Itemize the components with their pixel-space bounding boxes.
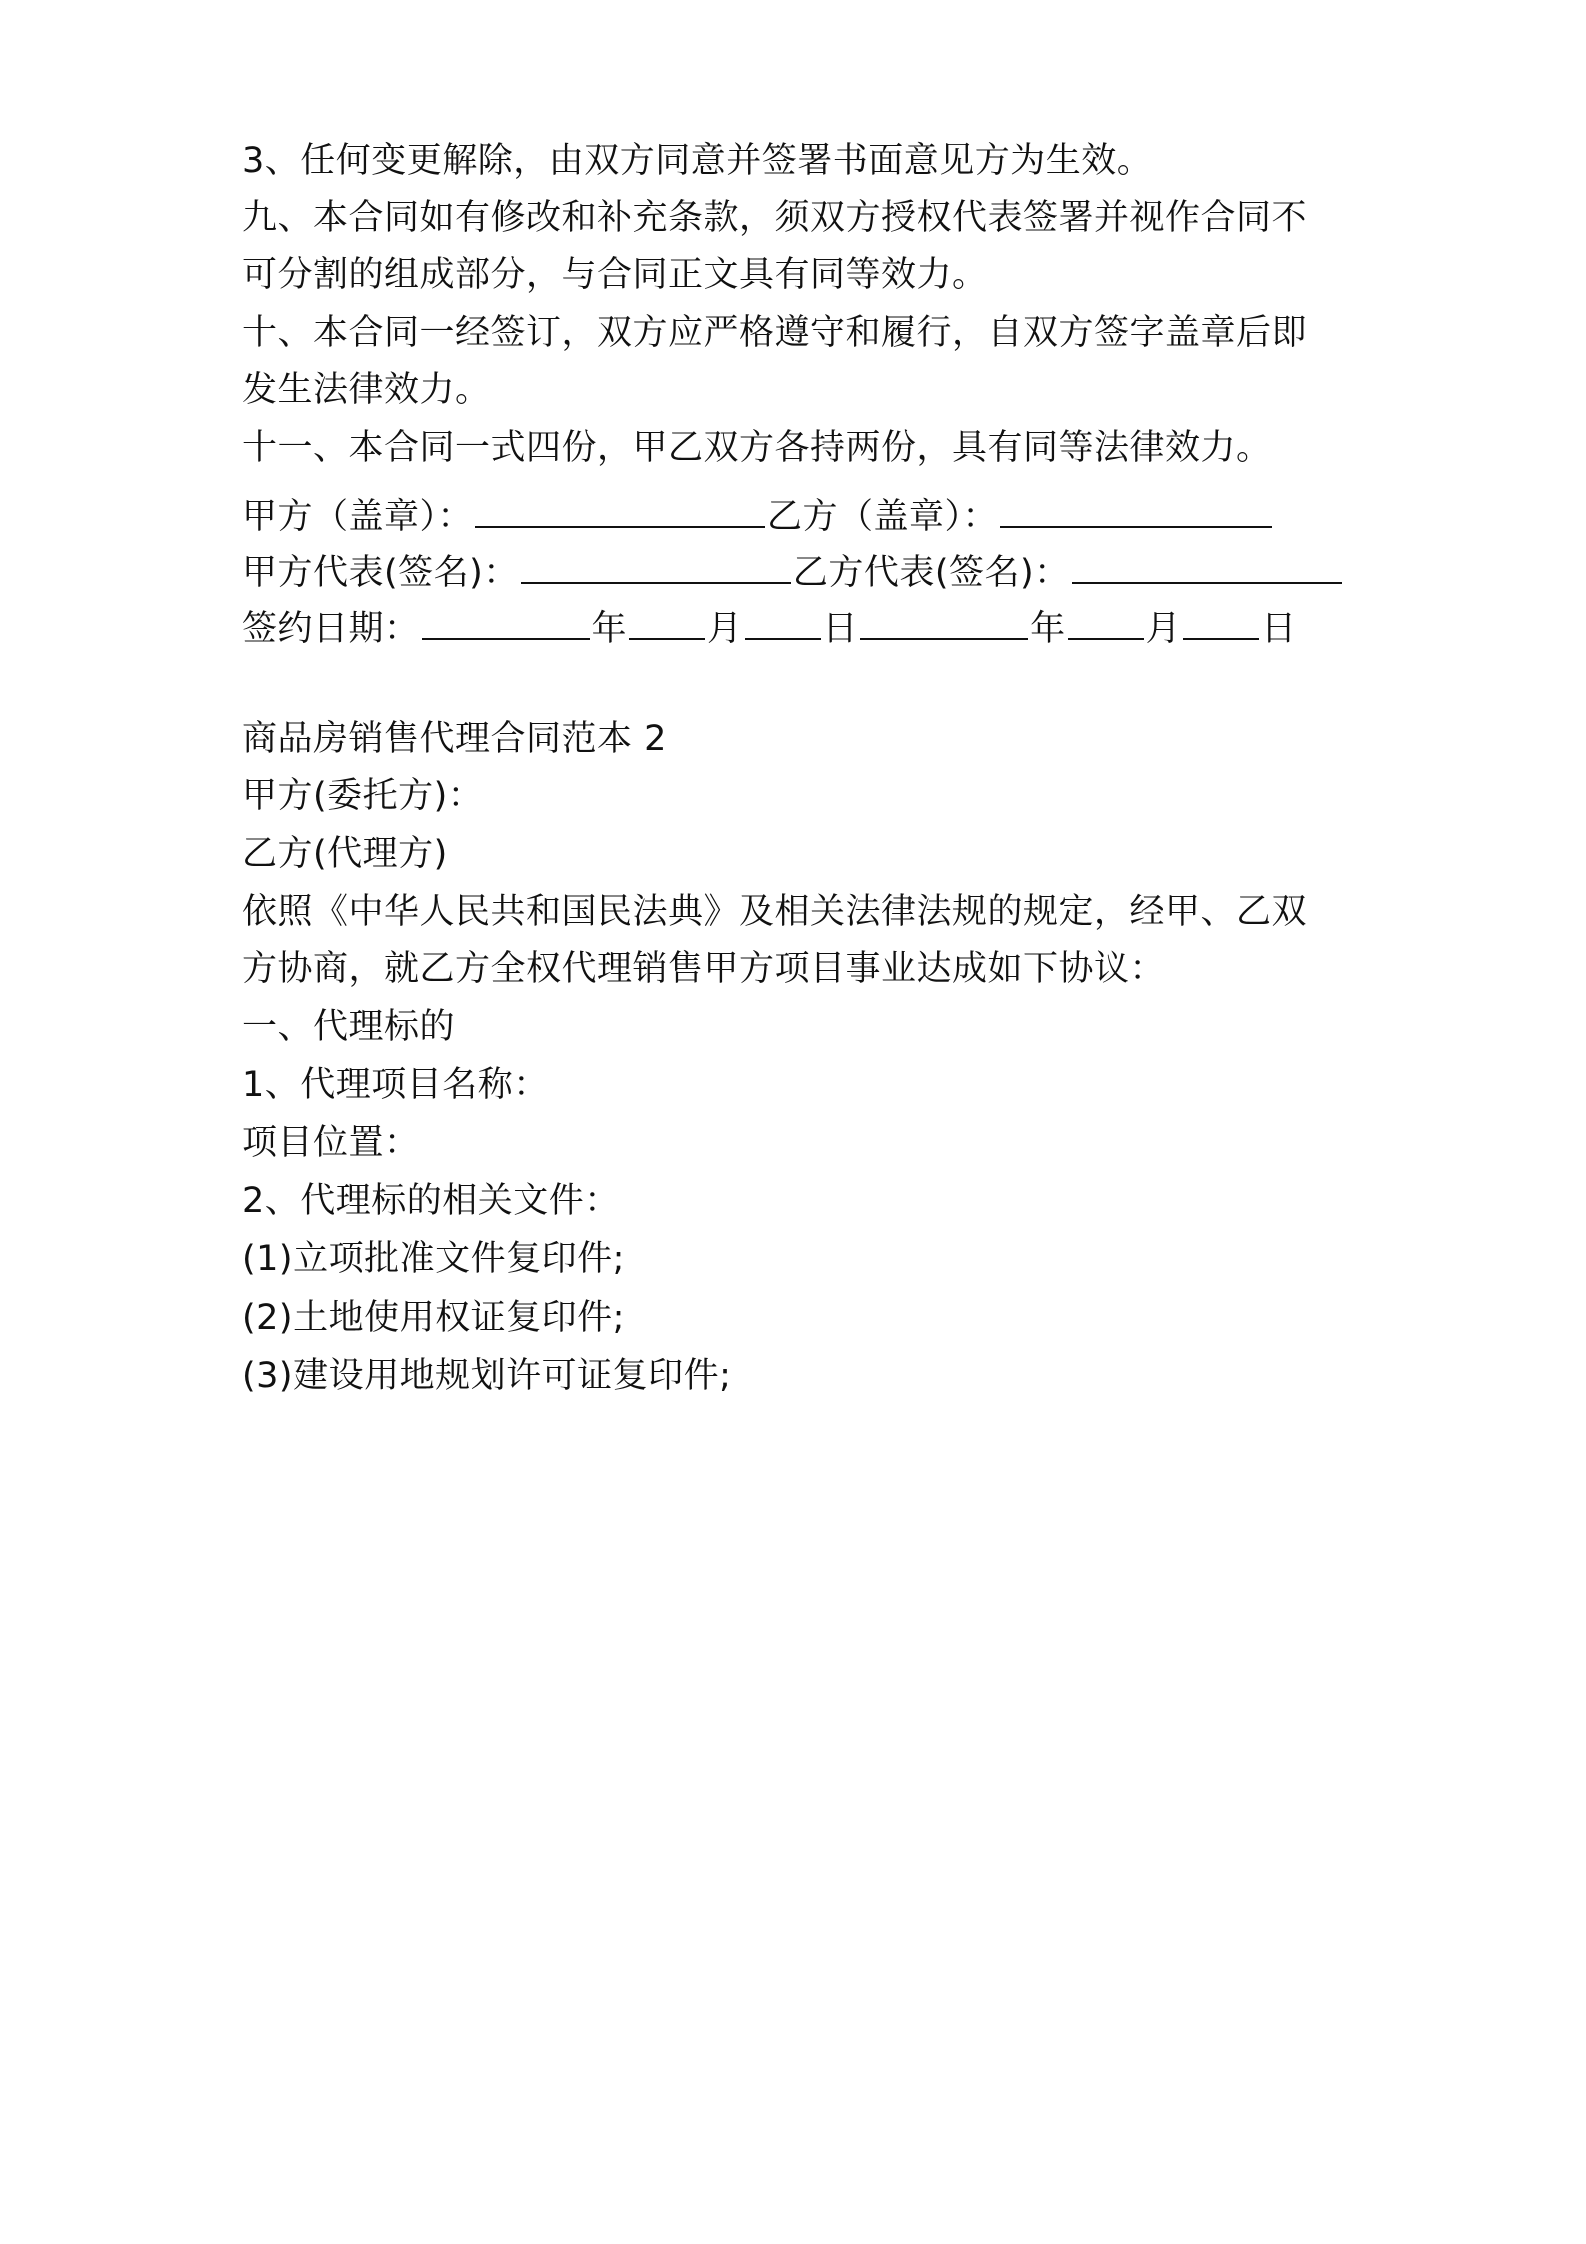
document-item-3: (3)建设用地规划许可证复印件; bbox=[242, 1356, 732, 1396]
date-b-year-blank bbox=[860, 602, 1028, 640]
party-a-seal-blank bbox=[475, 490, 765, 528]
contract-2-intro-line-1: 依照《中华人民共和国民法典》及相关法律法规的规定，经甲、乙双 bbox=[242, 892, 1308, 932]
date-b-month-blank bbox=[1068, 602, 1144, 640]
contract-2-intro-line-2: 方协商，就乙方全权代理销售甲方项目事业达成如下协议： bbox=[242, 949, 1166, 989]
date-a-day-label: 日 bbox=[822, 609, 859, 649]
date-row bbox=[242, 602, 1362, 653]
party-b-seal-label: 乙方（盖章）： bbox=[767, 497, 999, 537]
document-item-2: (2)土地使用权证复印件; bbox=[242, 1298, 625, 1338]
party-b-rep-blank bbox=[1072, 546, 1342, 584]
date-b-year-label: 年 bbox=[1030, 609, 1066, 649]
clause-10-text-line-2: 发生法律效力。 bbox=[242, 370, 491, 410]
clause-3-text: 3、任何变更解除，由双方同意并签署书面意见方为生效。 bbox=[242, 141, 1153, 181]
related-documents-item: 2、代理标的相关文件： bbox=[242, 1181, 620, 1221]
date-a-month-label: 月 bbox=[707, 609, 743, 649]
date-b-month-label: 月 bbox=[1145, 609, 1182, 649]
date-b-day-label: 日 bbox=[1261, 609, 1297, 649]
party-b-seal-blank bbox=[1000, 490, 1272, 528]
clause-9-text-line-1: 九、本合同如有修改和补充条款，须双方授权代表签署并视作合同不 bbox=[242, 198, 1308, 238]
seal-row bbox=[242, 490, 1362, 541]
contract-2-title: 商品房销售代理合同范本 2 bbox=[242, 719, 667, 759]
date-a-month-blank bbox=[629, 602, 705, 640]
project-name-item: 1、代理项目名称： bbox=[242, 1065, 549, 1105]
party-a-seal-label: 甲方（盖章）： bbox=[242, 497, 474, 537]
clause-10-text-line-1: 十、本合同一经签订，双方应严格遵守和履行，自双方签字盖章后即 bbox=[242, 313, 1308, 353]
date-label: 签约日期： bbox=[242, 609, 420, 649]
representative-row bbox=[242, 546, 1362, 597]
date-a-year-label: 年 bbox=[591, 609, 628, 649]
party-a-rep-label: 甲方代表(签名)： bbox=[242, 553, 519, 593]
party-a-rep-blank bbox=[521, 546, 791, 584]
contract-2-party-a: 甲方(委托方)： bbox=[242, 776, 484, 816]
clause-11-text: 十一、本合同一式四份，甲乙双方各持两份，具有同等法律效力。 bbox=[242, 428, 1272, 468]
date-a-day-blank bbox=[745, 602, 821, 640]
contract-2-party-b: 乙方(代理方) bbox=[242, 834, 448, 874]
document-item-1: (1)立项批准文件复印件; bbox=[242, 1239, 625, 1279]
date-b-day-blank bbox=[1183, 602, 1259, 640]
clause-9-text-line-2: 可分割的组成部分，与合同正文具有同等效力。 bbox=[242, 255, 988, 295]
party-b-rep-label: 乙方代表(签名)： bbox=[792, 553, 1070, 593]
project-location-item: 项目位置： bbox=[242, 1123, 420, 1163]
date-a-year-blank bbox=[422, 602, 590, 640]
section-1-heading: 一、代理标的 bbox=[242, 1007, 456, 1047]
